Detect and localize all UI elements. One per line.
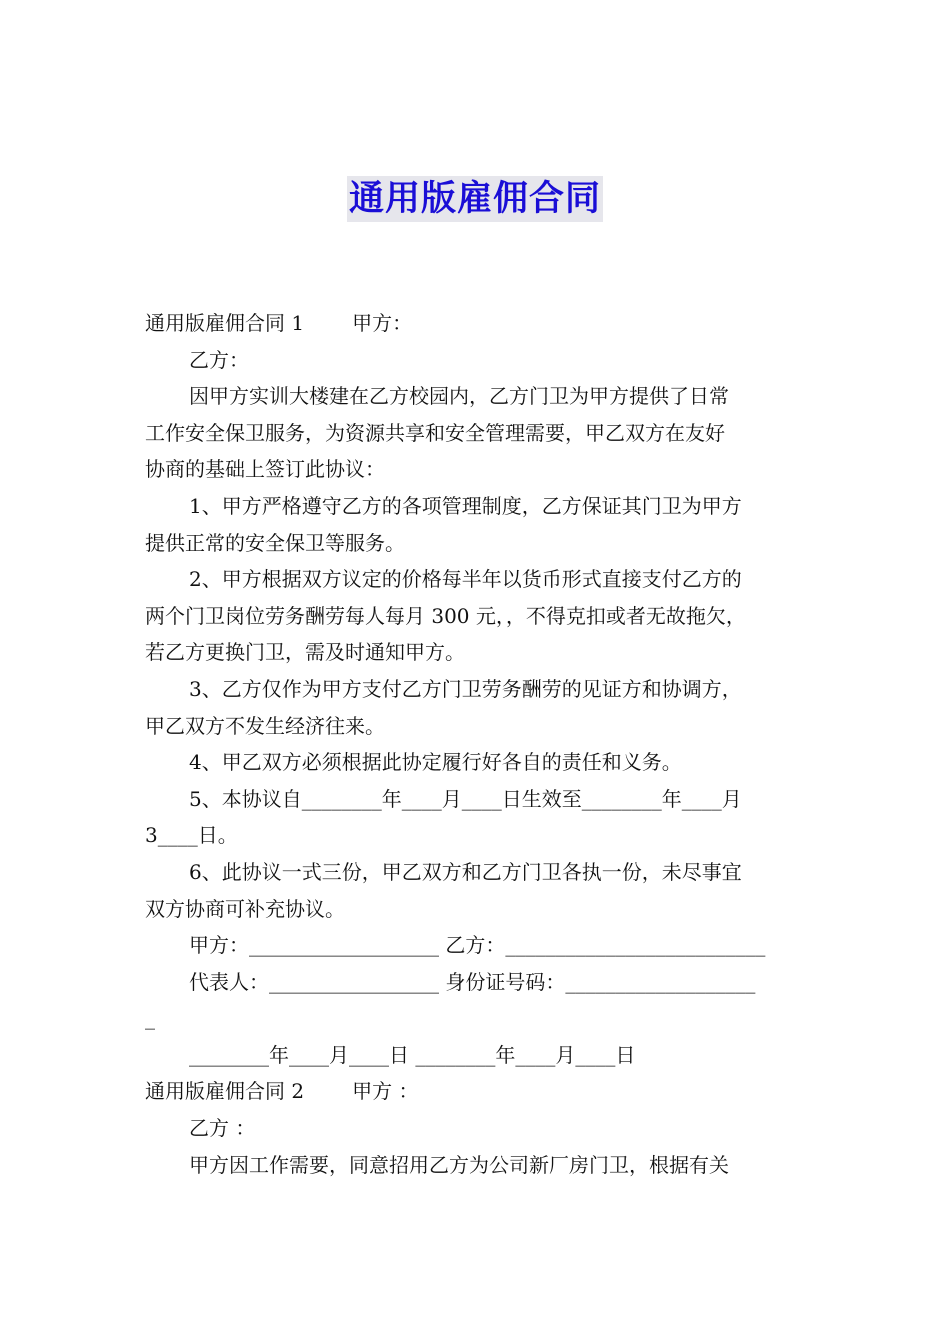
paragraph-line: 甲方因工作需要，同意招用乙方为公司新厂房门卫，根据有关 [189,1152,729,1177]
clause-6: 6、此协议一式三份，甲乙双方和乙方门卫各执一份，未尽事宜 [189,859,742,884]
document-title: 通用版雇佣合同 [347,176,603,222]
clause-4: 4、甲乙双方必须根据此协定履行好各自的责任和义务。 [189,750,682,775]
document-title-container [0,176,950,222]
paragraph-line: 双方协商可补充协议。 [145,896,345,921]
paragraph-line: 协商的基础上签订此协议： [145,457,385,482]
paragraph-line: 因甲方实训大楼建在乙方校园内，乙方门卫为甲方提供了日常 [189,384,729,409]
clause-1: 1、甲方严格遵守乙方的各项管理制度，乙方保证其门卫为甲方 [189,493,742,518]
party-b-label: 乙方： [189,347,249,372]
paragraph-line: 若乙方更换门卫，需及时通知甲方。 [145,640,465,665]
party-a-label: 甲方： [352,311,413,335]
signature-party-line: 甲方：___________________ 乙方：__________________________ [189,933,766,958]
party-a-label: 甲方 ： [352,1079,419,1104]
signature-overflow: _ [145,1006,155,1031]
signature-representative-line: 代表人：_________________ 身份证号码：___________________ [189,969,756,994]
clause-3: 3、乙方仅作为甲方支付乙方门卫劳务酬劳的见证方和协调方， [189,676,742,701]
contract-1-label: 通用版雇佣合同 1 [145,311,305,335]
paragraph-line: 提供正常的安全保卫等服务。 [145,530,405,555]
party-b-label: 乙方 ： [189,1116,256,1141]
heading-contract-2 [145,1073,815,1110]
paragraph-line: 甲乙双方不发生经济往来。 [145,713,385,738]
clause-2: 2、甲方根据双方议定的价格每半年以货币形式直接支付乙方的 [189,567,742,592]
contract-2-label: 通用版雇佣合同 2 [145,1079,305,1104]
clause-5: 5、本协议自________年____月____日生效至________年____月 [189,786,742,811]
document-body [145,305,815,1183]
heading-contract-1 [145,305,815,342]
signature-date-line: ________年____月____日 ________年____月____日 [189,1042,636,1067]
paragraph-line: 工作安全保卫服务，为资源共享和安全管理需要，甲乙双方在友好 [145,420,725,445]
paragraph-line: 两个门卫岗位劳务酬劳每人每月 300 元，，不得克扣或者无故拖欠， [145,603,746,628]
paragraph-line: 3____日。 [145,823,238,848]
